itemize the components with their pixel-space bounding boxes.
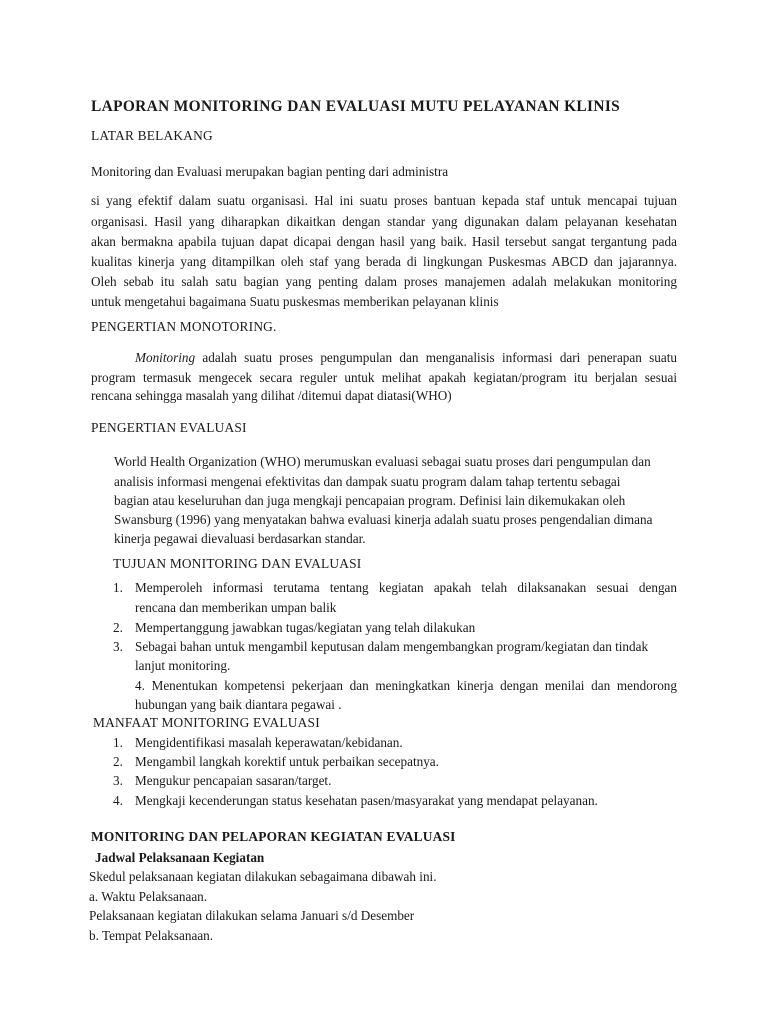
tujuan-item4-line: 4. Menentukan kompetensi pekerjaan dan meningkatkan kinerja dengan menilai dan mendorong — [135, 678, 677, 693]
jadwal-subheading: Jadwal Pelaksanaan Kegiatan — [95, 850, 265, 865]
pelaporan-line: a. Waktu Pelaksanaan. — [89, 889, 208, 904]
pelaporan-line: Skedul pelaksanaan kegiatan dilakukan sebagaimana dibawah ini. — [89, 869, 437, 884]
manfaat-item-text: Mengambil langkah korektif untuk perbaikan secepatnya. — [135, 754, 439, 769]
tujuan-item-line: Sebagai bahan untuk mengambil keputusan dalam mengembangkan program/kegiatan dan tindak — [135, 639, 649, 654]
tujuan-item-number: 2. — [113, 620, 123, 635]
latar-line: organisasi. Hasil yang diharapkan dikaitkan dengan standar yang digunakan dalam pelayanan kesehatan — [91, 214, 677, 229]
evaluasi-line: bagian atau keseluruhan dan juga mengkaji pencapaian program. Definisi lain dikemukakan oleh — [114, 493, 626, 508]
pelaporan-line: Pelaksanaan kegiatan dilakukan selama Januari s/d Desember — [89, 908, 415, 923]
pengertian-evaluasi-heading: PENGERTIAN EVALUASI — [91, 420, 247, 435]
manfaat-item-text: Mengkaji kecenderungan status kesehatan pasen/masyarakat yang mendapat pelayanan. — [135, 793, 598, 808]
tujuan-item-number: 3. — [113, 639, 123, 654]
latar-first-line: Monitoring dan Evaluasi merupakan bagian penting dari administra — [91, 164, 449, 179]
tujuan-item-line: rencana dan memberikan umpan balik — [135, 600, 337, 615]
latar-line: Oleh sebab itu salah satu bagian yang penting dalam proses manajemen adalah melakukan monitoring — [91, 274, 677, 289]
tujuan-heading: TUJUAN MONITORING DAN EVALUASI — [113, 556, 362, 571]
manfaat-heading: MANFAAT MONITORING EVALUASI — [93, 715, 320, 730]
manfaat-item-number: 2. — [113, 754, 123, 769]
tujuan-item-line: lanjut monitoring. — [135, 658, 231, 673]
evaluasi-line: Swansburg (1996) yang menyatakan bahwa evaluasi kinerja adalah suatu proses pengendalian dimana — [114, 512, 653, 527]
manfaat-item-number: 4. — [113, 793, 123, 808]
monitoring-line1-rest: adalah suatu proses pengumpulan dan menganalisis informasi dari penerapan suatu — [202, 350, 678, 365]
latar-belakang-heading: LATAR BELAKANG — [91, 128, 213, 143]
latar-line: kualitas kinerja yang ditampilkan oleh staf yang berada di lingkungan Puskesmas ABCD dan jajarannya. — [91, 254, 677, 269]
evaluasi-line: analisis informasi mengenai efektivitas dan dampak suatu program dalam tahap tertentu sebagai — [114, 474, 621, 489]
pengertian-monitoring-heading: PENGERTIAN MONOTORING. — [91, 319, 277, 334]
monitoring-italic-word: Monitoring — [135, 350, 196, 365]
manfaat-item-number: 3. — [113, 773, 123, 788]
evaluasi-line: kinerja pegawai dievaluasi berdasarkan standar. — [114, 531, 366, 546]
tujuan-item4-line: hubungan yang baik diantara pegawai . — [135, 697, 342, 712]
monitoring-line — [135, 350, 677, 366]
tujuan-item-line: Memperoleh informasi terutama tentang kegiatan apakah telah dilaksanakan sesuai dengan — [135, 580, 677, 595]
latar-line: si yang efektif dalam suatu organisasi. Hal ini suatu proses bantuan kepada staf untuk mencapai tujuan — [91, 193, 677, 208]
tujuan-item-line: Mempertanggung jawabkan tugas/kegiatan yang telah dilakukan — [135, 620, 476, 635]
document-title: LAPORAN MONITORING DAN EVALUASI MUTU PELAYANAN KLINIS — [91, 98, 621, 115]
pelaporan-heading: MONITORING DAN PELAPORAN KEGIATAN EVALUASI — [91, 829, 456, 844]
manfaat-item-number: 1. — [113, 735, 123, 750]
latar-line: untuk mengetahui bagaimana Suatu puskesmas memberikan pelayanan klinis — [91, 294, 499, 309]
evaluasi-line: World Health Organization (WHO) merumuskan evaluasi sebagai suatu proses dari pengumpulan dan — [114, 454, 651, 469]
tujuan-item-number: 1. — [113, 580, 123, 595]
latar-line: akan bermakna apabila tujuan dapat dicapai dengan hasil yang baik. Hasil tersebut sangat tergantung pada — [91, 234, 677, 249]
manfaat-item-text: Mengidentifikasi masalah keperawatan/kebidanan. — [135, 735, 403, 750]
pelaporan-line: b. Tempat Pelaksanaan. — [89, 928, 214, 943]
monitoring-line: rencana sehingga masalah yang dilihat /ditemui dapat diatasi(WHO) — [91, 388, 452, 403]
monitoring-line: program termasuk mengecek secara reguler untuk melihat apakah kegiatan/program itu berjalan sesuai — [91, 370, 677, 385]
manfaat-item-text: Mengukur pencapaian sasaran/target. — [135, 773, 332, 788]
